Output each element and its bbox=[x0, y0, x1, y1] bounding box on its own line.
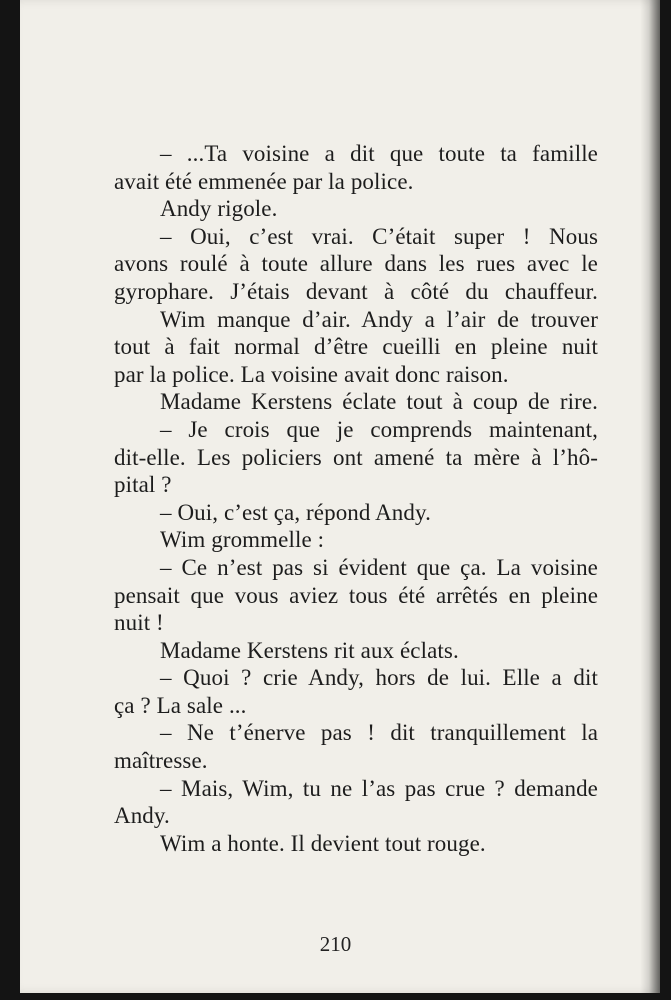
text-line: Madame Kerstens rit aux éclats. bbox=[160, 637, 459, 663]
text-line: Wim a honte. Il devient tout rouge. bbox=[160, 830, 486, 856]
text-line: – Mais, Wim, tu ne l’as pas crue ? demande bbox=[160, 775, 598, 801]
text-line: Wim grommelle : bbox=[160, 527, 325, 553]
text-line: maîtresse. bbox=[114, 748, 208, 774]
text-line: nuit ! bbox=[114, 610, 164, 636]
text-line: – Ne t’énerve pas ! dit tranquillement la bbox=[160, 720, 598, 746]
text-line: dit-elle. Les policiers ont amené ta mère à l’hô- bbox=[114, 444, 598, 470]
text-line: – Ce n’est pas si évident que ça. La voisine bbox=[160, 554, 598, 580]
text-line: pensait que vous aviez tous été arrêtés en pleine bbox=[114, 582, 598, 608]
text-line: – Oui, c’est ça, répond Andy. bbox=[160, 499, 431, 525]
text-line: avons roulé à toute allure dans les rues avec le bbox=[114, 251, 598, 277]
text-line: tout à fait normal d’être cueilli en pleine nuit bbox=[114, 334, 598, 360]
text-line: – Je crois que je comprends maintenant, bbox=[160, 416, 598, 442]
text-line: – ...Ta voisine a dit que toute ta famille bbox=[160, 141, 598, 166]
text-line: Wim manque d’air. Andy a l’air de trouver bbox=[160, 306, 598, 332]
text-line: Andy rigole. bbox=[160, 196, 278, 222]
text-line: – Quoi ? crie Andy, hors de lui. Elle a dit bbox=[160, 665, 598, 691]
text-line: Madame Kerstens éclate tout à coup de rire. bbox=[160, 389, 598, 415]
text-line: pital ? bbox=[114, 472, 172, 498]
binding-shadow bbox=[640, 0, 660, 993]
page-number: 210 bbox=[319, 932, 352, 956]
text-line: – Oui, c’est vrai. C’était super ! Nous bbox=[160, 223, 598, 249]
text-line: avait été emmenée par la police. bbox=[114, 168, 414, 194]
text-line: par la police. La voisine avait donc raison. bbox=[114, 361, 509, 387]
text-line: ça ? La sale ... bbox=[114, 692, 247, 718]
text-line: Andy. bbox=[114, 803, 170, 829]
body-text bbox=[114, 140, 598, 857]
text-line: gyrophare. J’étais devant à côté du chauffeur. bbox=[114, 278, 598, 304]
